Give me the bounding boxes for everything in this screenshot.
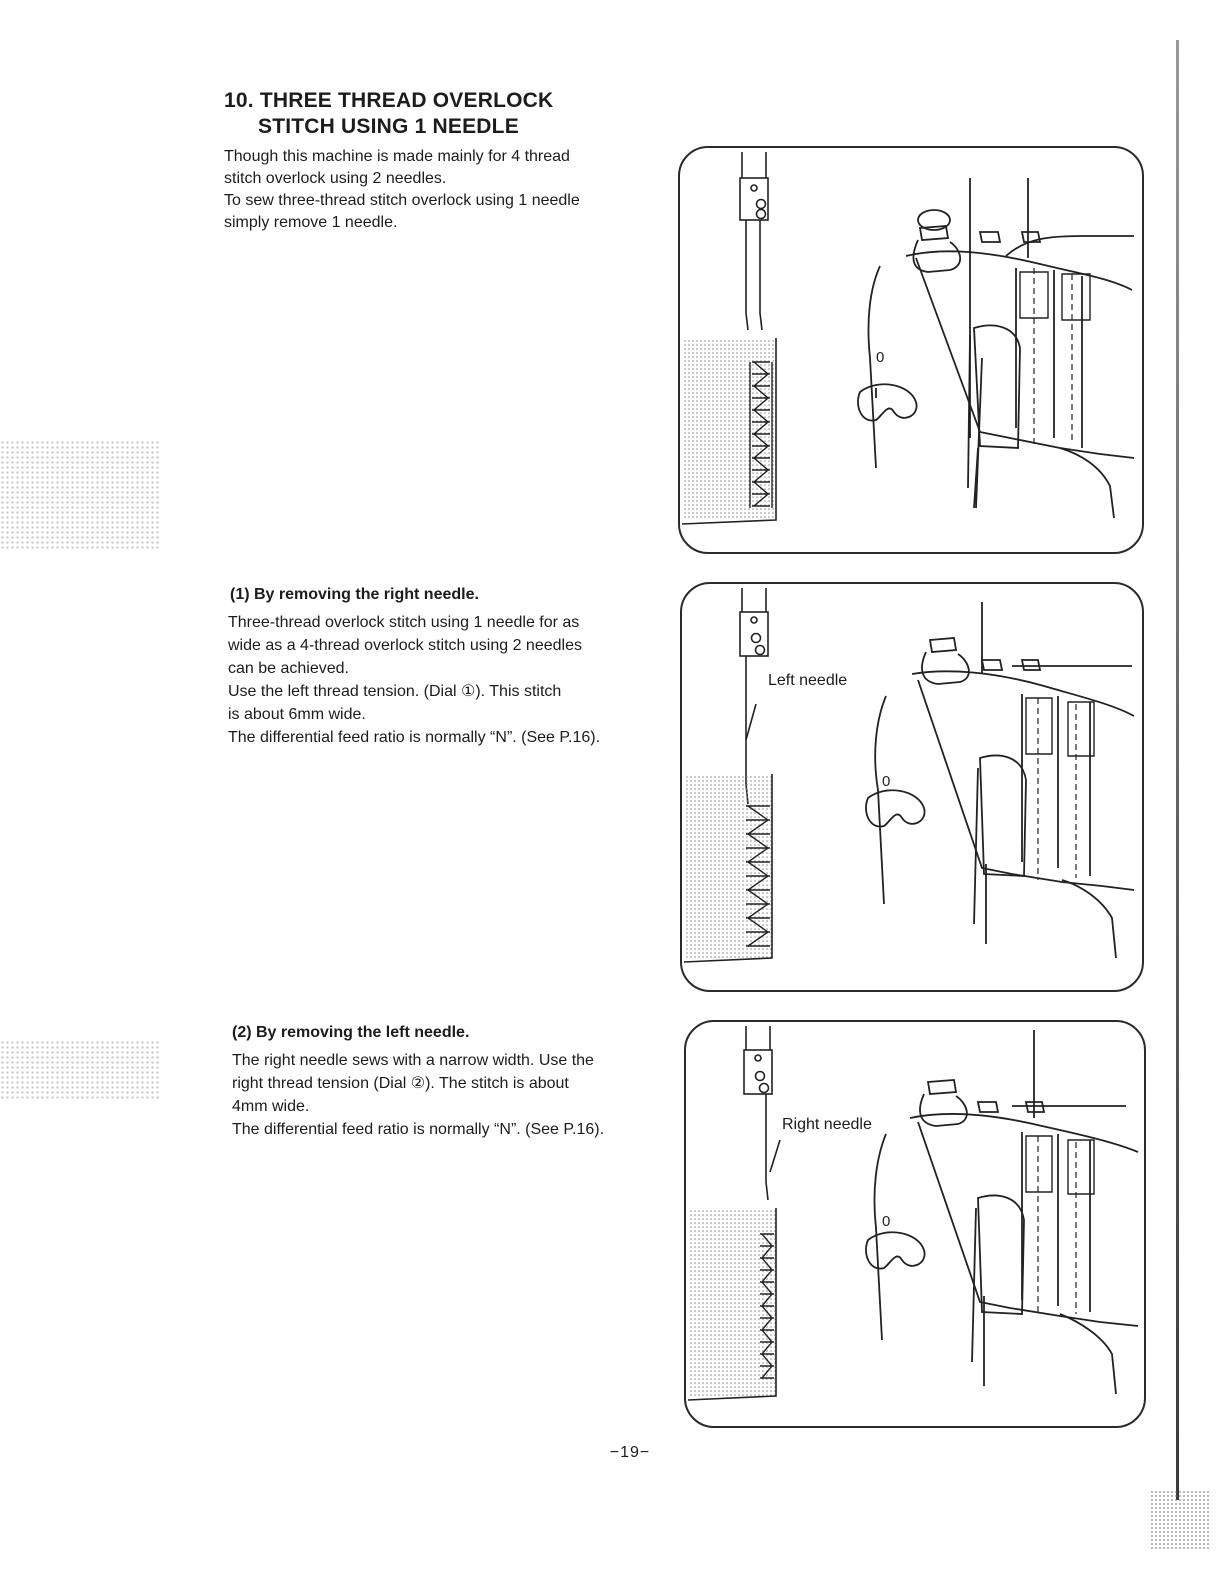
method1-line: wide as a 4-thread overlock stitch using 2 needles [228, 637, 582, 654]
machine-body [866, 602, 1134, 958]
page-number: −19− [609, 1444, 651, 1461]
scan-noise [0, 440, 160, 550]
section-title-line-2: STITCH USING 1 NEEDLE [258, 115, 519, 138]
method2-line: 4mm wide. [232, 1098, 310, 1115]
section-title-line-1: 10. THREE THREAD OVERLOCK [224, 89, 554, 112]
method1-line: Three-thread overlock stitch using 1 needle for as [228, 614, 580, 631]
method2-paragraph [232, 1049, 604, 1141]
intro-line: simply remove 1 needle. [224, 214, 398, 231]
method1-line: Use the left thread tension. (Dial ①). This stitch [228, 683, 562, 700]
method1-line: The differential feed ratio is normally “N”. (See P.16). [228, 729, 601, 746]
left-needle-illustration [682, 584, 1142, 990]
right-needle-callout: Right needle [782, 1116, 872, 1133]
dial-label: 0 [876, 349, 885, 366]
scan-noise [0, 1040, 160, 1100]
page-edge-shadow [1176, 40, 1179, 1500]
left-needle-callout: Left needle [768, 672, 848, 689]
figure-left-needle [680, 582, 1144, 992]
method1-line: is about 6mm wide. [228, 706, 366, 723]
machine-body [866, 1030, 1138, 1394]
dial-label: 0 [882, 773, 891, 790]
two-needle-illustration [680, 148, 1142, 552]
section-title [224, 88, 553, 140]
intro-line: To sew three-thread stitch overlock using 1 needle [224, 192, 580, 209]
method1-paragraph [228, 611, 600, 749]
intro-paragraph [224, 146, 580, 234]
method2-heading: (2) By removing the left needle. [232, 1024, 470, 1041]
method2-line: The right needle sews with a narrow width. Use the [232, 1052, 594, 1069]
dial-label: 0 [882, 1213, 891, 1230]
method2-line: The differential feed ratio is normally “N”. (See P.16). [232, 1121, 605, 1138]
intro-line: stitch overlock using 2 needles. [224, 170, 447, 187]
method1-heading: (1) By removing the right needle. [230, 586, 479, 603]
method2-line: right thread tension (Dial ②). The stitch is about [232, 1075, 569, 1092]
figure-right-needle [684, 1020, 1146, 1428]
right-needle-illustration [686, 1022, 1144, 1426]
intro-line: Though this machine is made mainly for 4 thread [224, 148, 570, 165]
method1-line: can be achieved. [228, 660, 349, 677]
figure-two-needles [678, 146, 1144, 554]
scan-smudge [1150, 1490, 1210, 1550]
machine-body [858, 178, 1134, 518]
